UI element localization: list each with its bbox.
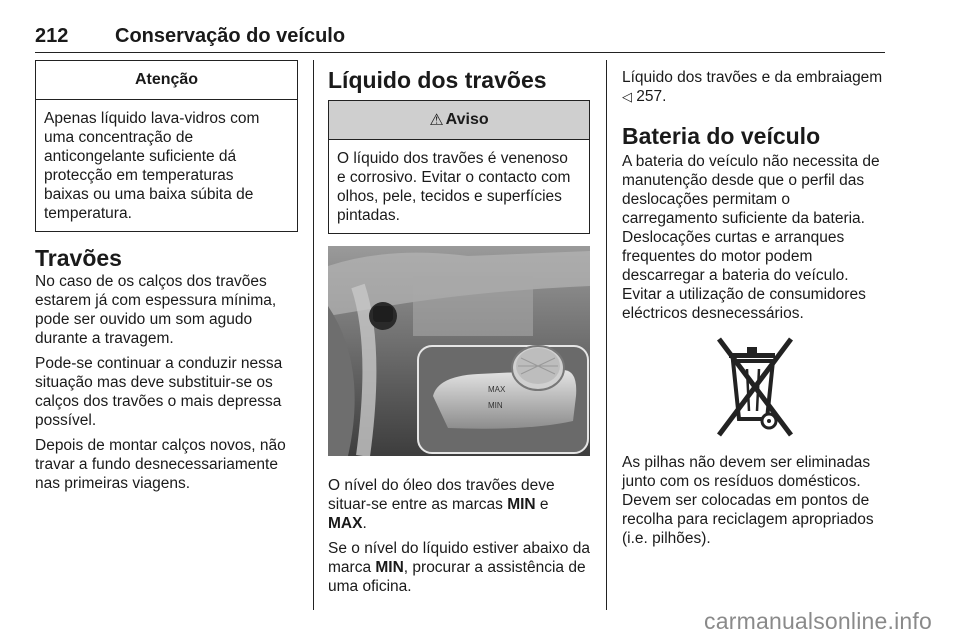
engine-bay-illustration — [328, 246, 590, 456]
fluid-level-paragraph — [328, 476, 590, 533]
brake-fluid-reservoir-photo — [328, 246, 590, 456]
text-line: situar-se entre as marcas — [328, 496, 508, 513]
page-reference-arrow-icon: ◁ — [622, 89, 632, 104]
text-line: , procurar a assistência de — [403, 559, 586, 576]
text-line: manutenção desde que o perfil das — [622, 172, 865, 189]
text-line: A bateria do veículo não necessita de — [622, 153, 880, 170]
text-line: recolha para reciclagem apropriados — [622, 511, 874, 528]
text-line: baixas ou uma baixa súbita de — [44, 186, 254, 203]
text-line: (i.e. pilhões). — [622, 530, 711, 547]
max-mark-label: MAX — [488, 385, 506, 394]
text-line: descarregar a bateria do veículo. — [622, 267, 849, 284]
text-line: protecção em temperaturas — [44, 167, 234, 184]
text-line: situação mas deve substituir-se os — [35, 374, 273, 391]
text-line: pintadas. — [337, 207, 400, 224]
text-line: anticongelante suficiente dá — [44, 148, 237, 165]
text-line: Apenas líquido lava-vidros com — [44, 110, 260, 127]
page-reference[interactable]: 257. — [632, 88, 667, 105]
column-divider — [606, 60, 607, 610]
text-line: marca — [328, 559, 376, 576]
text-line: Deslocações curtas e arranques — [622, 229, 845, 246]
warning-text — [329, 140, 589, 233]
text-line: uma oficina. — [328, 578, 412, 595]
text-line: Devem ser colocadas em pontos de — [622, 492, 870, 509]
min-mark-label: MIN — [488, 401, 503, 410]
column-1 — [35, 60, 298, 493]
text-line: O líquido dos travões é venenoso — [337, 150, 568, 167]
column-divider — [313, 60, 314, 610]
text-line: pode ser ouvido um som agudo — [35, 311, 253, 328]
disposal-paragraph — [622, 453, 887, 548]
text-line: O nível do óleo dos travões deve — [328, 477, 555, 494]
text-line: temperatura. — [44, 205, 132, 222]
warning-title: Aviso — [445, 111, 489, 128]
crossed-out-wheelie-bin-icon — [713, 335, 797, 439]
attention-text — [36, 100, 297, 231]
warning-header — [329, 101, 589, 140]
min-mark: MIN — [375, 559, 404, 576]
text-line: possível. — [35, 412, 97, 429]
text-line: Pode-se continuar a conduzir nessa — [35, 355, 283, 372]
text-line: uma concentração de — [44, 129, 194, 146]
brakes-paragraph-3 — [35, 436, 298, 493]
low-fluid-paragraph — [328, 539, 590, 596]
text-line: . — [362, 515, 367, 532]
cross-reference — [622, 68, 887, 106]
text-line: nas primeiras viagens. — [35, 475, 191, 492]
text-line: e corrosivo. Evitar o contacto com — [337, 169, 571, 186]
text-line: Evitar a utilização de consumidores — [622, 286, 866, 303]
text-line: Se o nível do líquido estiver abaixo da — [328, 540, 590, 557]
warning-triangle-icon: ⚠ — [429, 112, 444, 129]
page-header — [35, 22, 885, 53]
min-mark: MIN — [507, 496, 536, 513]
text-line: junto com os resíduos domésticos. — [622, 473, 861, 490]
warning-box — [328, 100, 590, 234]
brake-fluid-heading: Líquido dos travões — [328, 67, 547, 93]
watermark: carmanualsonline.info — [704, 608, 932, 634]
attention-box — [35, 60, 298, 232]
brakes-heading: Travões — [35, 245, 122, 271]
text-line: frequentes do motor podem — [622, 248, 813, 265]
text-line: travar a fundo desnecessariamente — [35, 456, 278, 473]
text-line: calços dos travões o mais depressa — [35, 393, 282, 410]
text-line: e — [535, 496, 549, 513]
page-number: 212 — [35, 25, 69, 47]
column-2 — [328, 60, 590, 596]
text-line: Líquido dos travões e da embraiagem — [622, 69, 883, 86]
battery-heading: Bateria do veículo — [622, 123, 821, 149]
attention-title: Atenção — [36, 61, 297, 100]
text-line: durante a travagem. — [35, 330, 174, 347]
brakes-paragraph-1 — [35, 272, 298, 348]
brakes-paragraph-2 — [35, 354, 298, 430]
battery-paragraph — [622, 152, 887, 323]
page-title: Conservação do veículo — [115, 25, 346, 47]
text-line: As pilhas não devem ser eliminadas — [622, 454, 871, 471]
text-line: deslocações permitam o — [622, 191, 790, 208]
text-line: No caso de os calços dos travões — [35, 273, 267, 290]
text-line: estarem já com espessura mínima, — [35, 292, 277, 309]
text-line: Depois de montar calços novos, não — [35, 437, 286, 454]
max-mark: MAX — [328, 515, 363, 532]
text-line: olhos, pele, tecidos e superfícies — [337, 188, 562, 205]
column-3 — [622, 60, 887, 548]
text-line: eléctricos desnecessários. — [622, 305, 804, 322]
text-line: carregamento suficiente da bateria. — [622, 210, 865, 227]
